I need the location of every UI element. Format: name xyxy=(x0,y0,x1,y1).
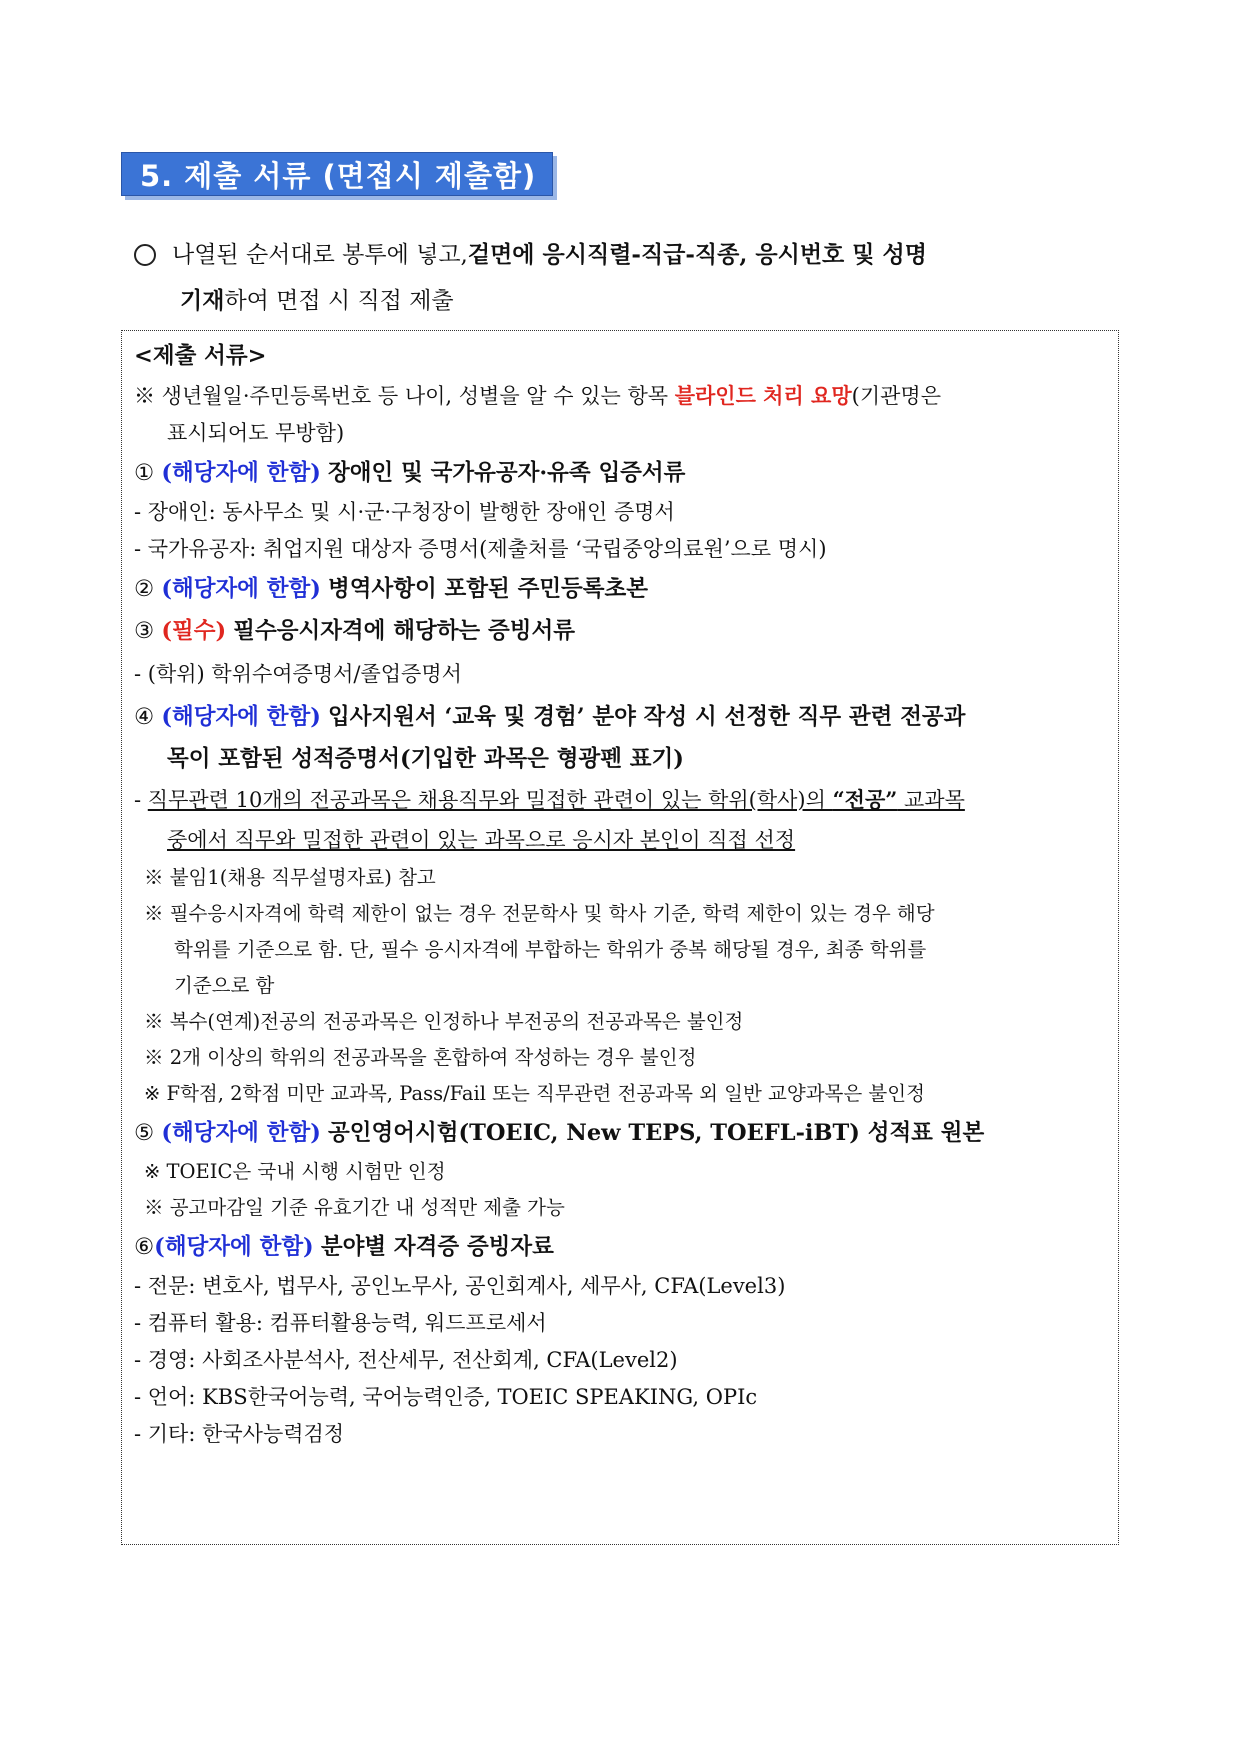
documents-box xyxy=(121,330,1119,1545)
item-4-note-2-cont: 학위를 기준으로 함. 단, 필수 응시자격에 부합하는 학위가 중복 해당될 경우, 최종 학위를 xyxy=(174,938,927,961)
item-4-number: ④ xyxy=(134,704,155,730)
item-4-sub-1-cont xyxy=(134,820,1109,860)
item-4-sub-1-cont-text: 중에서 직무와 밀접한 관련이 있는 과목으로 응시자 본인이 직접 선정 xyxy=(167,828,796,852)
intro-text-2: 하여 면접 시 직접 제출 xyxy=(224,288,454,314)
box-title: <제출 서류> xyxy=(134,343,267,369)
item-6-sub-4: - 언어: KBS한국어능력, 국어능력인증, TOEIC SPEAKING, OPIc xyxy=(134,1385,758,1409)
item-4-note-5: ※ F학점, 2학점 미만 교과목, Pass/Fail 또는 직무관련 전공과목 외 일반 교양과목은 불인정 xyxy=(144,1082,925,1105)
intro-bold-1: 겉면에 응시직렬-직급-직종, 응시번호 및 성명 xyxy=(467,241,927,268)
item-6-sub-1: - 전문: 변호사, 법무사, 공인노무사, 공인회계사, 세무사, CFA(Level3) xyxy=(134,1274,786,1298)
item-4-sub-1-text: 직무관련 10개의 전공과목은 채용직무와 밀접한 관련이 있는 학위(학사)의 xyxy=(147,788,833,812)
blind-note-red: 블라인드 처리 요망 xyxy=(674,383,852,408)
item-5-title: 공인영어시험(TOEIC, New TEPS, TOEFL-iBT) 성적표 원본 xyxy=(328,1120,985,1146)
item-6-sub-2: - 컴퓨터 활용: 컴퓨터활용능력, 워드프로세서 xyxy=(134,1311,547,1335)
circle-bullet-icon xyxy=(134,244,156,266)
item-5-heading xyxy=(134,1112,1109,1154)
blind-note-text: ※ 생년월일·주민등록번호 등 나이, 성별을 알 수 있는 항목 xyxy=(134,384,675,408)
item-1-title: 장애인 및 국가유공자·유족 입증서류 xyxy=(328,460,686,486)
item-4-note-3: ※ 복수(연계)전공의 전공과목은 인정하나 부전공의 전공과목은 불인정 xyxy=(144,1010,744,1033)
section-header xyxy=(121,152,553,196)
item-4-tag: (해당자에 한함) xyxy=(161,704,321,730)
item-5-note-2: ※ 공고마감일 기준 유효기간 내 성적만 제출 가능 xyxy=(144,1196,565,1219)
item-2-number: ② xyxy=(134,576,155,602)
intro-line-1 xyxy=(134,232,1114,278)
item-4-note-4: ※ 2개 이상의 학위의 전공과목을 혼합하여 작성하는 경우 불인정 xyxy=(144,1046,697,1069)
intro-line-2 xyxy=(134,278,1114,324)
item-5-note-1: ※ TOEIC은 국내 시행 시험만 인정 xyxy=(144,1160,446,1183)
dash: - xyxy=(134,788,148,812)
item-3-tag: (필수) xyxy=(161,618,227,644)
item-5-number: ⑤ xyxy=(134,1120,155,1146)
intro-bold-2: 기재 xyxy=(180,287,225,314)
item-6-heading xyxy=(134,1226,1109,1268)
item-4-title: 입사지원서 ‘교육 및 경험’ 분야 작성 시 선정한 직무 관련 전공과 xyxy=(328,704,966,730)
item-1-sub-2: - 국가유공자: 취업지원 대상자 증명서(제출처를 ‘국립중앙의료원’으로 명시) xyxy=(134,537,827,561)
item-3-number: ③ xyxy=(134,618,155,644)
item-4-sub-1-text-2: 교과목 xyxy=(897,788,965,812)
item-6-number: ⑥ xyxy=(134,1234,155,1260)
item-1-number: ① xyxy=(134,460,155,486)
item-1-sub-1: - 장애인: 동사무소 및 시·군·구청장이 발행한 장애인 증명서 xyxy=(134,500,675,524)
item-4-heading-cont: 목이 포함된 성적증명서(기입한 과목은 형광펜 표기) xyxy=(167,746,684,772)
intro-text-1: 나열된 순서대로 봉투에 넣고, xyxy=(172,242,468,268)
item-3-sub-1: - (학위) 학위수여증명서/졸업증명서 xyxy=(134,662,462,686)
item-4-note-2: ※ 필수응시자격에 학력 제한이 없는 경우 전문학사 및 학사 기준, 학력 제한이 있는 경우 해당 xyxy=(144,902,935,925)
item-3-title: 필수응시자격에 해당하는 증빙서류 xyxy=(233,618,575,644)
item-4-sub-1 xyxy=(134,780,1109,820)
documents-content xyxy=(134,335,1109,1453)
section-title: 5. 제출 서류 (면접시 제출함) xyxy=(140,158,537,193)
blind-note-cont: 표시되어도 무방함) xyxy=(167,421,345,445)
item-4-note-2-cont-2: 기준으로 함 xyxy=(174,974,275,997)
item-1-tag: (해당자에 한함) xyxy=(161,460,321,486)
intro-paragraph xyxy=(134,232,1114,324)
blind-note xyxy=(134,377,1109,415)
item-1-heading xyxy=(134,452,1109,494)
item-4-sub-1-bold: “전공” xyxy=(832,787,898,812)
item-6-title: 분야별 자격증 증빙자료 xyxy=(320,1234,554,1260)
item-2-tag: (해당자에 한함) xyxy=(161,576,321,602)
item-6-sub-5: - 기타: 한국사능력검정 xyxy=(134,1422,345,1446)
item-4-note-1: ※ 붙임1(채용 직무설명자료) 참고 xyxy=(144,866,436,889)
item-2-heading xyxy=(134,568,1109,610)
item-4-heading xyxy=(134,696,1109,738)
item-5-tag: (해당자에 한함) xyxy=(161,1120,321,1146)
item-3-heading xyxy=(134,610,1109,652)
item-2-title: 병역사항이 포함된 주민등록초본 xyxy=(328,576,648,602)
item-6-sub-3: - 경영: 사회조사분석사, 전산세무, 전산회계, CFA(Level2) xyxy=(134,1348,678,1372)
item-6-tag: (해당자에 한함) xyxy=(154,1234,314,1260)
blind-note-text-2: (기관명은 xyxy=(851,384,941,408)
